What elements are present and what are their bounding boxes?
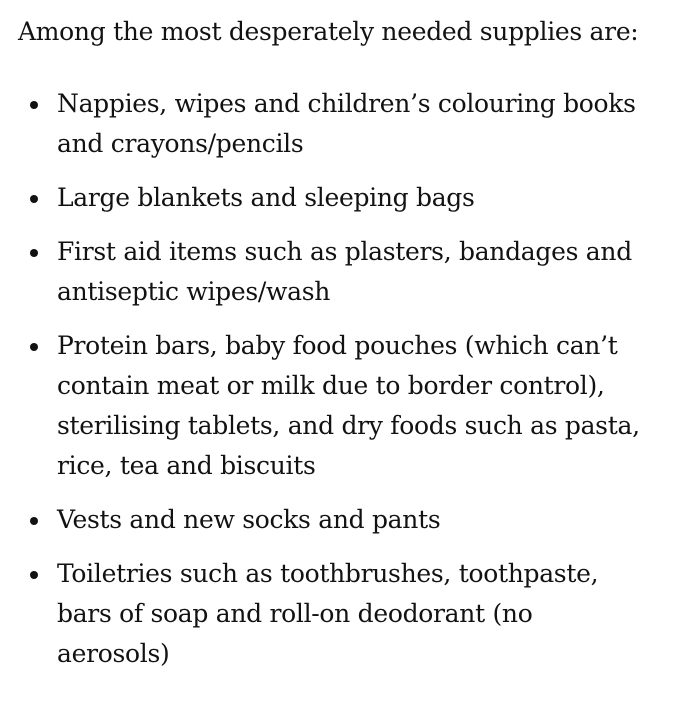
intro-paragraph: Among the most desperately needed supplies are: — [18, 17, 639, 46]
list-item-text: Protein bars, baby food pouches (which can’t contain meat or milk due to border control), sterilising tablets, and dry foods such as pasta, rice, tea and biscuits — [57, 331, 640, 480]
bullet-icon — [30, 101, 38, 109]
list-item — [18, 232, 647, 312]
list-item — [18, 326, 647, 486]
bullet-icon — [30, 517, 38, 525]
list-item-text: First aid items such as plasters, bandages and antiseptic wipes/wash — [57, 237, 632, 306]
list-item — [18, 554, 647, 674]
list-item-text: Vests and new socks and pants — [57, 505, 441, 534]
list-item — [18, 500, 647, 540]
list-item-text: Large blankets and sleeping bags — [57, 183, 475, 212]
list-item — [18, 178, 647, 218]
bullet-icon — [30, 571, 38, 579]
supplies-list — [18, 84, 678, 674]
article-body — [18, 12, 678, 688]
bullet-icon — [30, 195, 38, 203]
bullet-icon — [30, 343, 38, 351]
list-item — [18, 84, 647, 164]
list-item-text: Toiletries such as toothbrushes, toothpaste, bars of soap and roll-on deodorant (no aerosols) — [57, 559, 599, 668]
bullet-icon — [30, 249, 38, 257]
list-item-text: Nappies, wipes and children’s colouring books and crayons/pencils — [57, 89, 636, 158]
